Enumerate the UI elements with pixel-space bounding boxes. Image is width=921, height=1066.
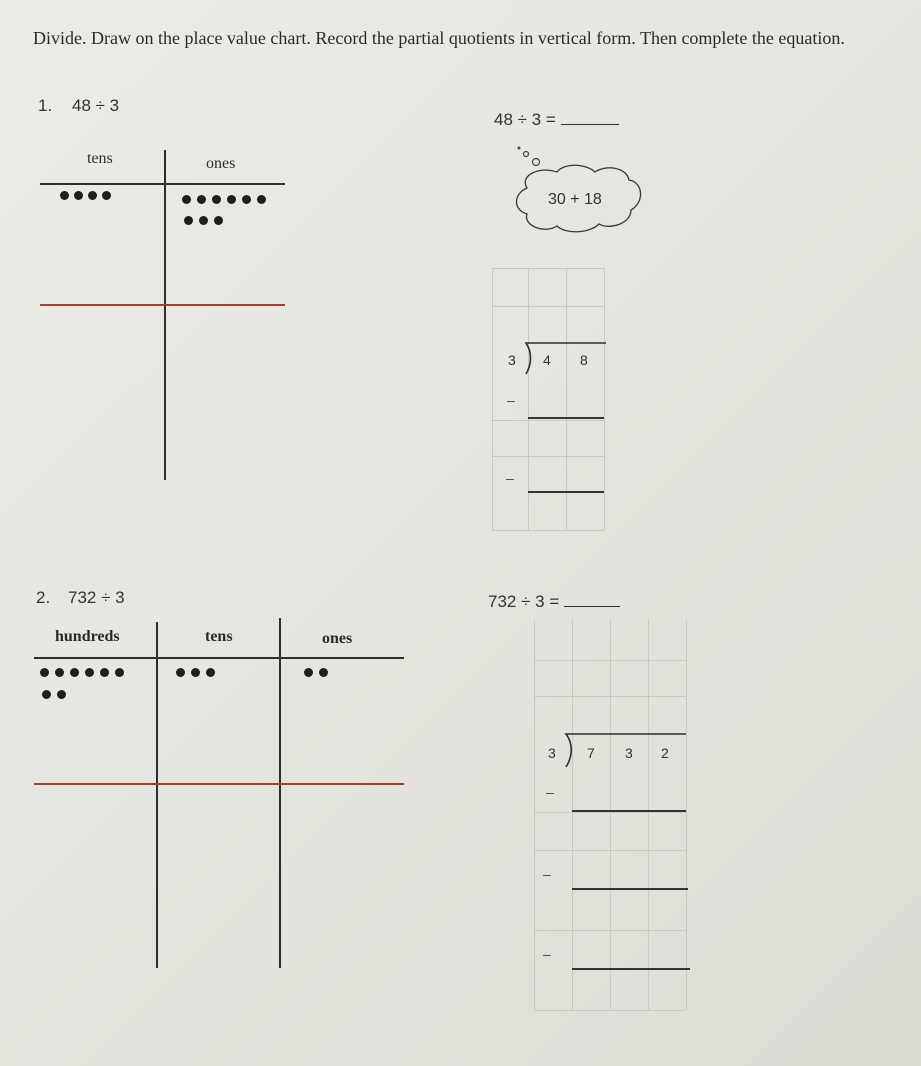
chart-1-tens-dots <box>60 191 111 200</box>
vertical-form-1-dividend-digit-2: 8 <box>580 352 588 368</box>
chart-1-header-rule <box>40 183 285 185</box>
chart-2-divider-1 <box>156 622 158 968</box>
dot <box>55 668 64 677</box>
problem-1-equation-text: 48 ÷ 3 = <box>494 110 556 129</box>
instructions: Divide. Draw on the place value chart. Record the partial quotients in vertical form. Then complete the equation. <box>33 28 845 48</box>
vertical-form-1-answer-line-2[interactable] <box>528 491 604 493</box>
vertical-form-1-divisor: 3 <box>508 352 516 368</box>
vertical-form-2-answer-line-3[interactable] <box>572 968 690 970</box>
vertical-form-2-minus-3: – <box>543 946 551 962</box>
chart-1-header-ones: ones <box>206 155 236 172</box>
chart-2-hundreds-dots-row2 <box>42 690 66 699</box>
chart-1-header-tens: tens <box>87 150 113 167</box>
dot <box>100 668 109 677</box>
vertical-form-2-divisor: 3 <box>548 745 556 761</box>
chart-2-header-tens: tens <box>205 628 233 645</box>
chart-2-red-rule <box>34 783 404 785</box>
thought-bubble-text: 30 + 18 <box>548 191 602 208</box>
dot <box>182 195 191 204</box>
dot <box>115 668 124 677</box>
chart-1-red-rule <box>40 304 285 306</box>
problem-2-expression: 732 ÷ 3 <box>68 588 125 607</box>
chart-2-header-rule <box>34 657 404 659</box>
dot <box>60 191 69 200</box>
problem-1-expression: 48 ÷ 3 <box>72 96 120 115</box>
problem-2-equation <box>488 590 620 612</box>
dot <box>74 191 83 200</box>
problem-2-answer-blank[interactable] <box>564 590 620 607</box>
dot <box>197 195 206 204</box>
dot <box>242 195 251 204</box>
vertical-form-1-minus-2: – <box>506 470 514 486</box>
chart-2-header-ones: ones <box>322 630 353 647</box>
dot <box>206 668 215 677</box>
problem-1-equation <box>494 108 619 130</box>
vertical-form-2-minus-2: – <box>543 866 551 882</box>
problem-2-equation-text: 732 ÷ 3 = <box>488 592 560 611</box>
dot <box>102 191 111 200</box>
dot <box>214 216 223 225</box>
chart-1-ones-dots-row2 <box>184 216 223 225</box>
dot <box>85 668 94 677</box>
vertical-form-2-dividend-digit-2: 3 <box>625 745 633 761</box>
problem-1-number: 1. <box>38 96 53 115</box>
vertical-form-1-answer-line-1[interactable] <box>528 417 604 419</box>
chart-2-ones-dots <box>304 668 328 677</box>
dot <box>319 668 328 677</box>
vertical-form-1-minus-1: – <box>507 392 515 408</box>
problem-2-number: 2. <box>36 588 51 607</box>
dot <box>257 195 266 204</box>
dot <box>57 690 66 699</box>
chart-2-hundreds-dots-row1 <box>40 668 124 677</box>
vertical-form-1-dividend-digit-1: 4 <box>543 352 551 368</box>
chart-2-divider-2 <box>279 618 281 968</box>
chart-2-tens-dots <box>176 668 215 677</box>
vertical-form-2-dividend-digit-3: 2 <box>661 745 669 761</box>
vertical-form-2-dividend-digit-1: 7 <box>587 745 595 761</box>
vertical-form-2-answer-line-2[interactable] <box>572 888 688 890</box>
dot <box>227 195 236 204</box>
vertical-form-2-answer-line-1[interactable] <box>572 810 686 812</box>
chart-1-divider <box>164 150 166 480</box>
problem-1-answer-blank[interactable] <box>561 108 619 125</box>
dot <box>191 668 200 677</box>
thought-bubble <box>505 140 655 240</box>
dot <box>40 668 49 677</box>
dot <box>88 191 97 200</box>
dot <box>176 668 185 677</box>
dot <box>42 690 51 699</box>
dot <box>70 668 79 677</box>
vertical-form-1-division-bracket <box>524 342 608 376</box>
dot <box>184 216 193 225</box>
dot <box>304 668 313 677</box>
vertical-form-2-minus-1: – <box>546 784 554 800</box>
chart-1-ones-dots-row1 <box>182 195 266 204</box>
chart-2-header-hundreds: hundreds <box>55 628 120 645</box>
dot <box>199 216 208 225</box>
dot <box>212 195 221 204</box>
